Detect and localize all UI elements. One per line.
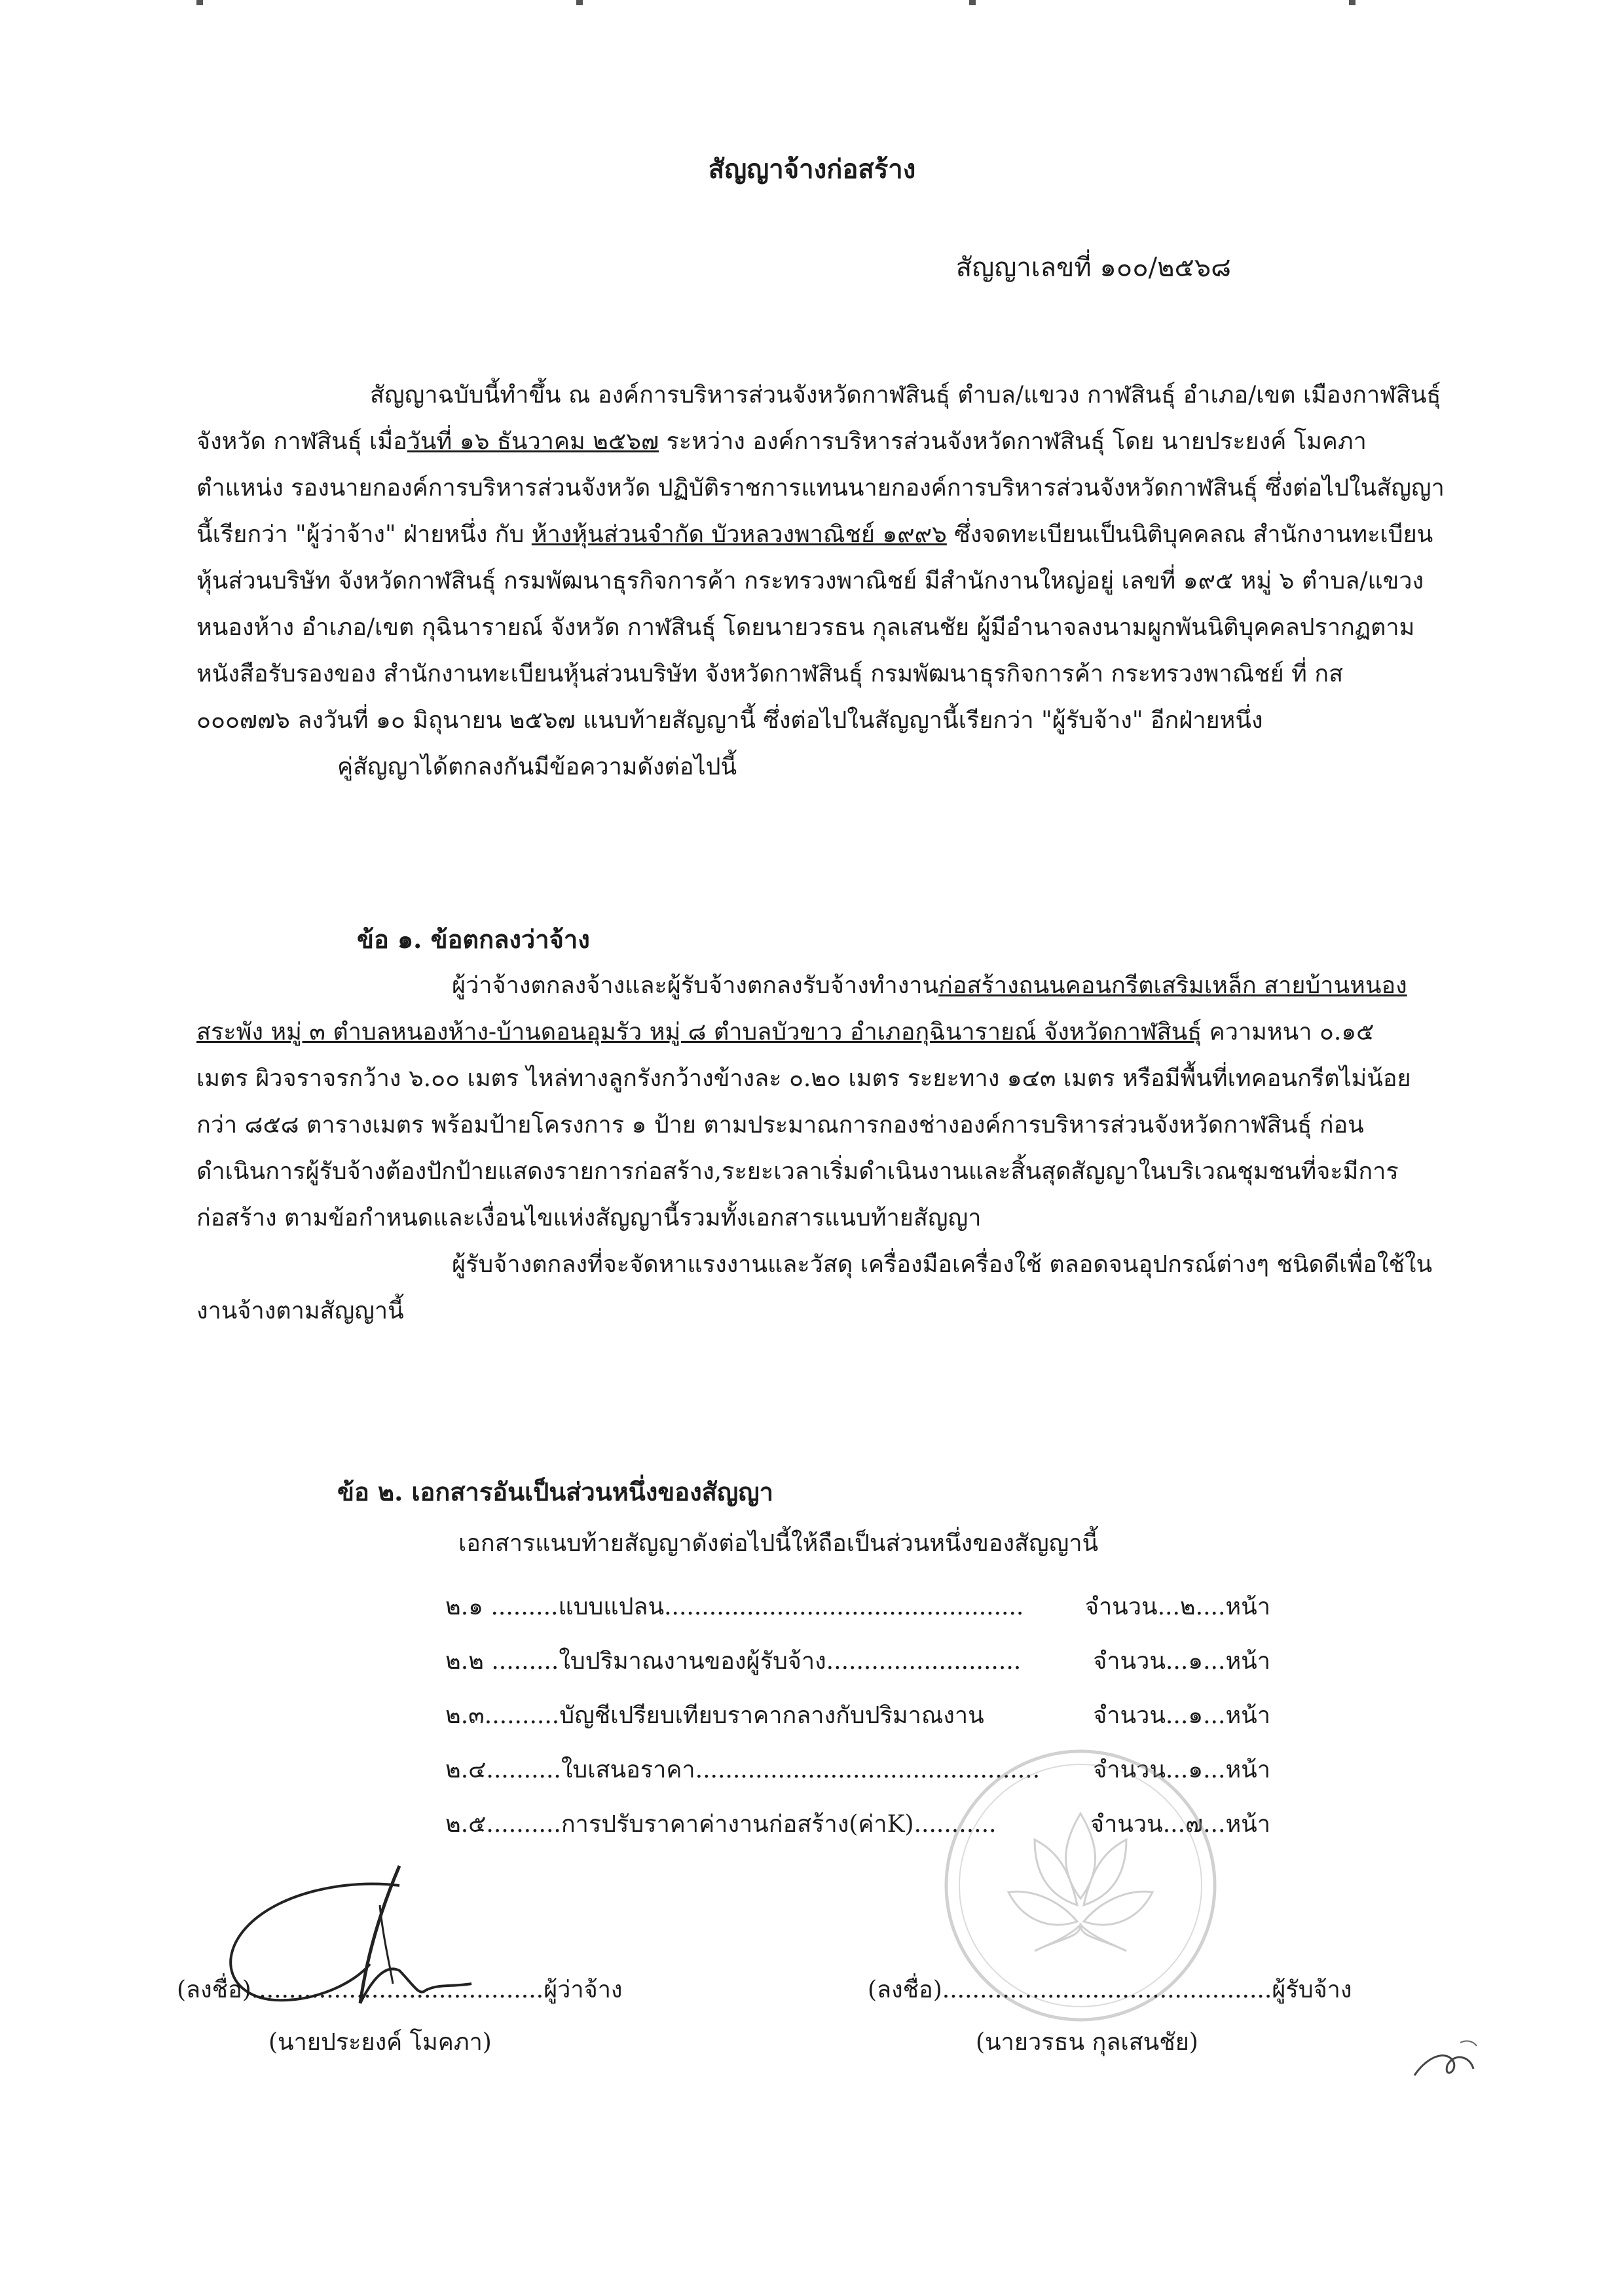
preamble [196,372,1532,790]
attachment-count: จำนวน...๑...หน้า [1093,1702,1270,1729]
clause1-heading: ข้อ ๑. ข้อตกลงว่าจ้าง [357,924,590,954]
document-title: สัญญาจ้างก่อสร้าง [708,154,916,185]
clause1-line: ก่อสร้าง ตามข้อกำหนดและเงื่อนไขแห่งสัญญานี้รวมทั้งเอกสารแนบท้ายสัญญา [196,1205,982,1231]
scan-mark [576,0,583,5]
contractor-name: (นายวรธน กุลเสนชัย) [976,2029,1198,2056]
attachment-label: ๒.๕..........การปรับราคาค่างานก่อสร้าง(ค่าK)........... [445,1811,997,1838]
clause1-line: ผู้ว่าจ้างตกลงจ้างและผู้รับจ้างตกลงรับจ้างทำงานก่อสร้างถนนคอนกรีตเสริมเหล็ก สายบ้านหนอง [452,972,1407,999]
preamble-line: จังหวัด กาฬสินธุ์ เมื่อวันที่ ๑๖ ธันวาคม ๒๕๖๗ ระหว่าง องค์การบริหารส่วนจังหวัดกาฬสินธุ์ โดย นายประยงค์ โมคภา [196,428,1367,455]
preamble-line: หนองห้าง อำเภอ/เขต กุฉินารายณ์ จังหวัด กาฬสินธุ์ โดยนายวรธน กุลเสนชัย ผู้มีอำนาจลงนามผูกพันนิติบุคคลปรากฏตาม [196,614,1415,641]
contractor-company: ห้างหุ้นส่วนจำกัด บัวหลวงพาณิชย์ ๑๙๙๖ [531,521,947,548]
contractor-signature-line: (ลงชื่อ)............................................ผู้รับจ้าง [868,1977,1352,2003]
clause1-body [196,962,1532,1334]
attachment-count: จำนวน...๑...หน้า [1093,1757,1270,1783]
attachment-label: ๒.๓..........บัญชีเปรียบเทียบราคากลางกับปริมาณงาน [445,1702,984,1729]
attachment-label: ๒.๑ .........แบบแปลน................................................ [445,1594,1024,1620]
clause1-line: กว่า ๘๕๘ ตารางเมตร พร้อมป้ายโครงการ ๑ ป้าย ตามประมาณการกองช่างองค์การบริหารส่วนจังหวัดกาฬสินธุ์ ก่อน [196,1112,1364,1139]
project-location: สระพัง หมู่ ๓ ตำบลหนองห้าง-บ้านดอนอุมรัว หมู่ ๘ ตำบลบัวขาว อำเภอกุฉินารายณ์ จังหวัดกาฬสินธุ์ [196,1019,1202,1046]
scan-mark [1349,0,1356,5]
clause1-line: ดำเนินการผู้รับจ้างต้องปักป้ายแสดงรายการก่อสร้าง,ระยะเวลาเริ่มดำเนินงานและสิ้นสุดสัญญาในบริเวณชุมชนที่จะมีการ [196,1158,1399,1185]
preamble-line: นี้เรียกว่า "ผู้ว่าจ้าง" ฝ่ายหนึ่ง กับ ห้างหุ้นส่วนจำกัด บัวหลวงพาณิชย์ ๑๙๙๖ ซึ่งจดทะเบียนเป็นนิติบุคคลณ สำนักงานทะเบียน [196,521,1433,548]
project-name: ก่อสร้างถนนคอนกรีตเสริมเหล็ก สายบ้านหนอง [938,972,1407,999]
preamble-line: ๐๐๐๗๗๖ ลงวันที่ ๑๐ มิถุนายน ๒๕๖๗ แนบท้ายสัญญานี้ ซึ่งต่อไปในสัญญานี้เรียกว่า "ผู้รับจ้าง" อีกฝ่ายหนึ่ง [196,707,1263,734]
employer-signature-line: (ลงชื่อ).......................................ผู้ว่าจ้าง [177,1977,623,2003]
attachment-row [445,1696,1270,1738]
clause2-heading: ข้อ ๒. เอกสารอันเป็นส่วนหนึ่งของสัญญา [337,1477,773,1506]
clause1-line: สระพัง หมู่ ๓ ตำบลหนองห้าง-บ้านดอนอุมรัว หมู่ ๘ ตำบลบัวขาว อำเภอกุฉินารายณ์ จังหวัดกาฬสินธุ์ ความหนา ๐.๑๕ [196,1019,1375,1046]
contract-date: วันที่ ๑๖ ธันวาคม ๒๕๖๗ [407,428,659,455]
attachment-count: จำนวน...๒....หน้า [1084,1594,1270,1620]
scan-mark [196,0,203,5]
attachment-row [445,1642,1270,1684]
preamble-line: ตำแหน่ง รองนายกองค์การบริหารส่วนจังหวัด ปฏิบัติราชการแทนนายกองค์การบริหารส่วนจังหวัดกาฬสินธุ์ ซึ่งต่อไปในสัญญา [196,475,1445,501]
scan-mark [969,0,976,5]
clause2-intro: เอกสารแนบท้ายสัญญาดังต่อไปนี้ให้ถือเป็นส่วนหนึ่งของสัญญานี้ [458,1530,1099,1557]
contract-number: สัญญาเลขที่ ๑๐๐/๒๕๖๘ [955,253,1231,283]
preamble-line: สัญญาฉบับนี้ทำขึ้น ณ องค์การบริหารส่วนจังหวัดกาฬสินธุ์ ตำบล/แขวง กาฬสินธุ์ อำเภอ/เขต เมืองกาฬสินธุ์ [370,382,1441,409]
attachment-count: จำนวน...๗...หน้า [1090,1811,1270,1838]
preamble-line: หนังสือรับรองของ สำนักงานทะเบียนหุ้นส่วนบริษัท จังหวัดกาฬสินธุ์ กรมพัฒนาธุรกิจการค้า กระทรวงพาณิชย์ ที่ กส [196,661,1344,687]
attachment-label: ๒.๒ .........ใบปริมาณงานของผู้รับจ้าง.......................... [445,1648,1022,1675]
clause1-line: เมตร ผิวจราจรกว้าง ๖.๐๐ เมตร ไหล่ทางลูกรังกว้างข้างละ ๐.๒๐ เมตร ระยะทาง ๑๔๓ เมตร หรือมีพื้นที่เทคอนกรีตไม่น้อย [196,1065,1411,1092]
attachment-count: จำนวน...๑...หน้า [1093,1648,1270,1675]
attachment-label: ๒.๔..........ใบเสนอราคา.............................................. [445,1757,1041,1783]
initials-mark [1408,2030,1486,2088]
employer-name: (นายประยงค์ โมคภา) [268,2029,492,2056]
clause1-line: งานจ้างตามสัญญานี้ [196,1298,404,1324]
attachment-row [445,1588,1270,1630]
preamble-line: หุ้นส่วนบริษัท จังหวัดกาฬสินธุ์ กรมพัฒนาธุรกิจการค้า กระทรวงพาณิชย์ มีสำนักงานใหญ่อยู่ เลขที่ ๑๙๕ หมู่ ๖ ตำบล/แขวง [196,568,1424,594]
clause1-line: ผู้รับจ้างตกลงที่จะจัดหาแรงงานและวัสดุ เครื่องมือเครื่องใช้ ตลอดจนอุปกรณ์ต่างๆ ชนิดดีเพื่อใช้ใน [452,1251,1433,1278]
preamble-line: คู่สัญญาได้ตกลงกันมีข้อความดังต่อไปนี้ [337,754,737,780]
